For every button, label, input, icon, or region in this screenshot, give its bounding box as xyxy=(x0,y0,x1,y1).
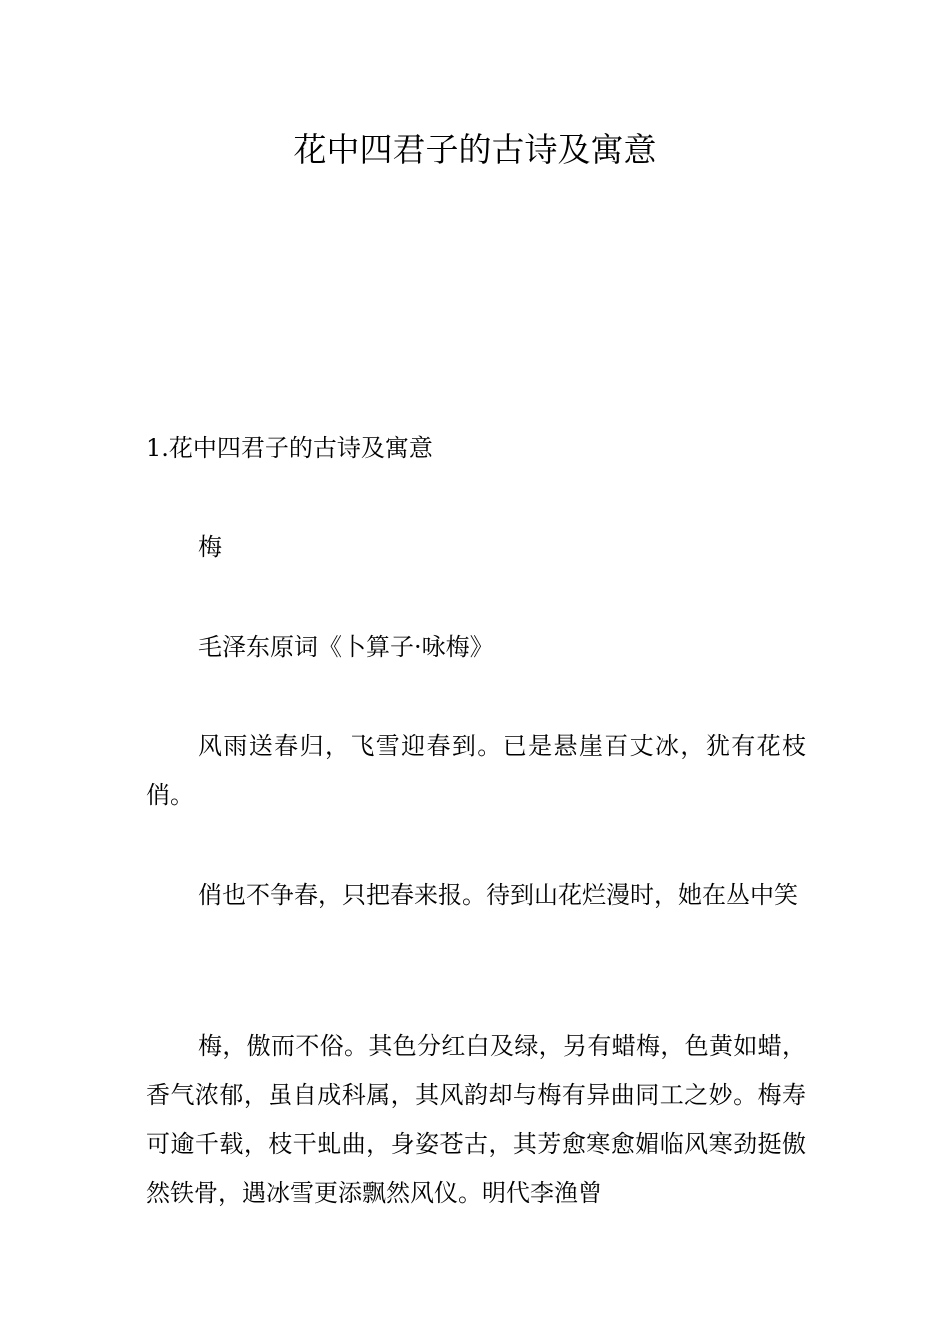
paragraph: 梅 xyxy=(198,533,222,561)
paragraph: 俏也不争春，只把春来报。待到山花烂漫时，她在丛中笑 xyxy=(198,881,798,909)
paragraph: 毛泽东原词《卜算子·咏梅》 xyxy=(198,633,494,661)
section-heading: 1.花中四君子的古诗及寓意 xyxy=(146,434,433,462)
document-title: 花中四君子的古诗及寓意 xyxy=(293,130,657,169)
paragraph: 梅，傲而不俗。其色分红白及绿，另有蜡梅，色黄如蜡，香气浓郁，虽自成科属，其风韵却与梅有异曲同工之妙。梅寿可逾千载，枝干虬曲，身姿苍古，其芳愈寒愈媚临风寒劲挺傲然铁骨，遇冰雪更添飘然风仪。明代李渔曾 xyxy=(146,1032,806,1207)
paragraph: 风雨送春归，飞雪迎春到。已是悬崖百丈冰，犹有花枝俏。 xyxy=(146,732,806,809)
